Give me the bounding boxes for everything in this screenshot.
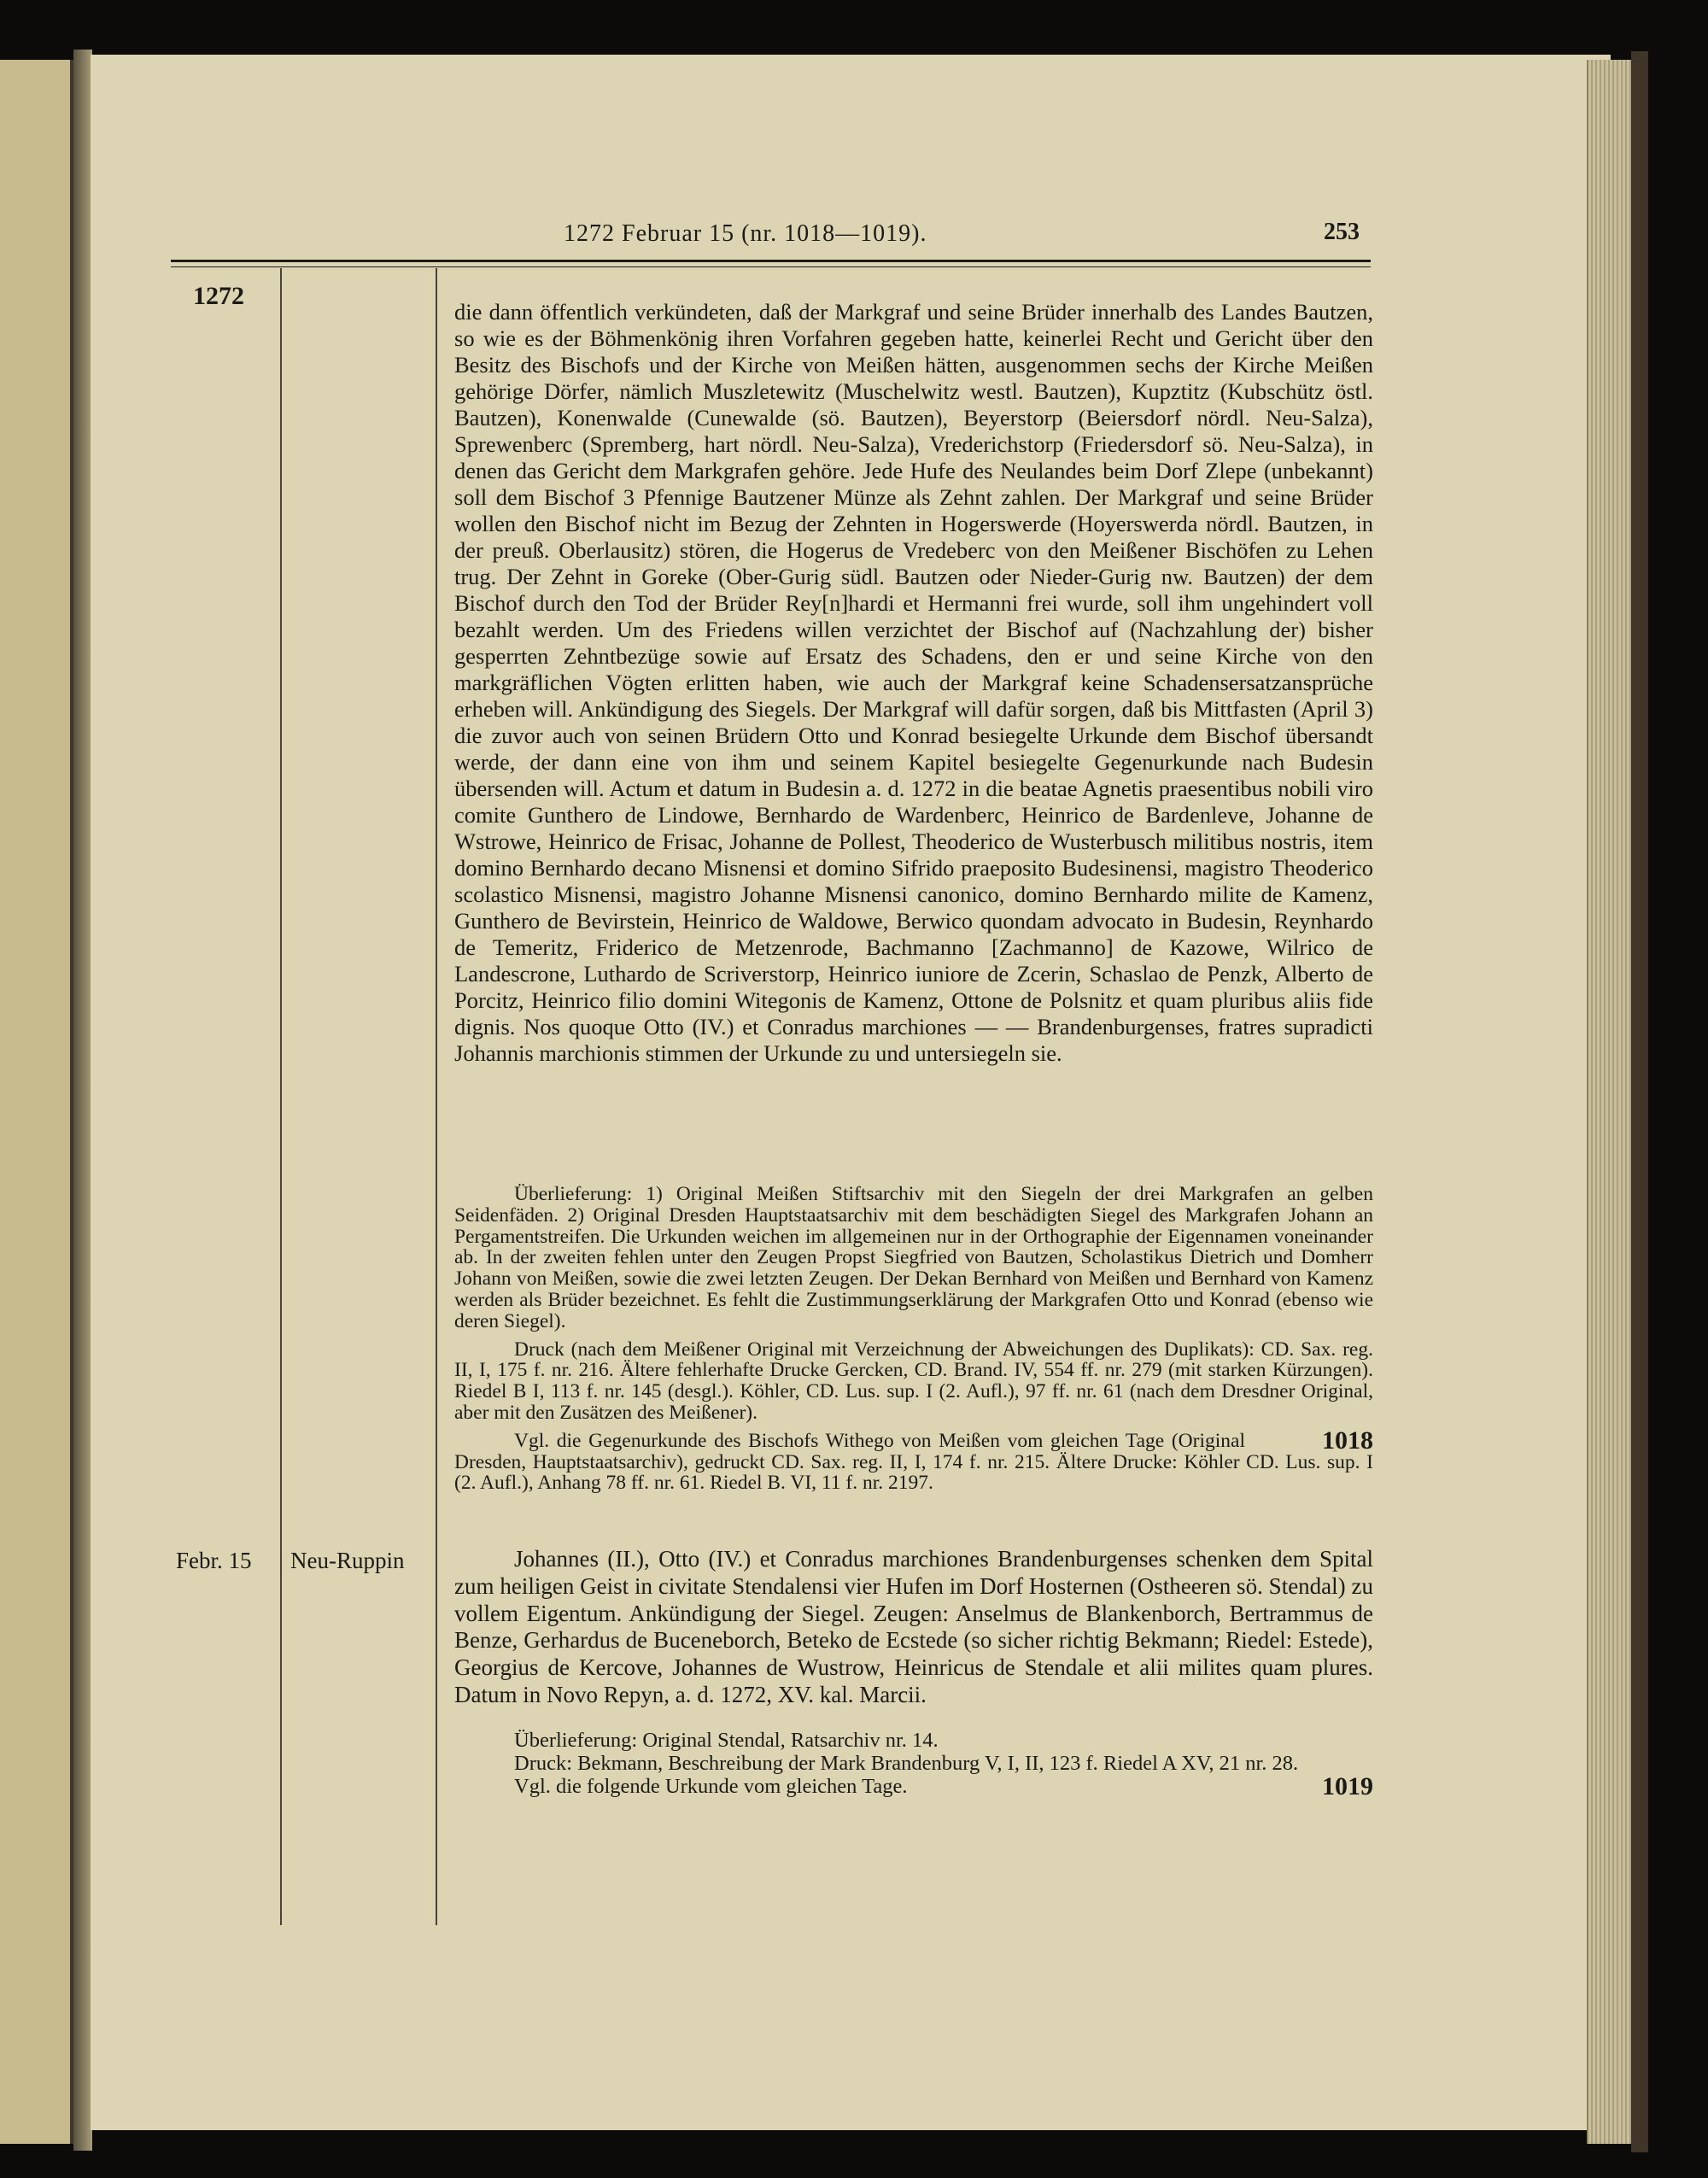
column-divider-date <box>280 268 282 1925</box>
column-divider-place <box>436 268 437 1925</box>
left-page-edge <box>0 60 73 2144</box>
note-druck: Druck: Bekmann, Beschreibung der Mark Brandenburg V, I, II, 123 f. Riedel A XV, 21 nr. 28. <box>514 1752 1299 1775</box>
entry-text-1019-body: Johannes (II.), Otto (IV.) et Conradus marchiones Brandenburgenses schenken dem Spital zum heiligen Geist in civitate Stendalensi vier Hufen im Dorf Hosternen (Ostheeren sö. Stendal) zu vollem Eigentum. Ankündigung der Siegel. Zeugen: Anselmus de Blankenborch, Bertrammus de Benze, Gerhardus de Buceneborch, Beteko de Ecstede (so sicher richtig Bekmann; Riedel: Estede), Georgius de Kercove, Johannes de Wustrow, Heinricus de Stendale et alii milites quam plures. Datum in Novo Repyn, a. d. 1272, XV. kal. Marcii. <box>454 1546 1373 1707</box>
document-number: 1018 <box>1322 1426 1373 1455</box>
note-vgl <box>454 1772 1373 1800</box>
header-rule-thin <box>171 266 1371 267</box>
note-ueberlieferung: Überlieferung: 1) Original Meißen Stiftsarchiv mit den Siegeln der drei Markgrafen an gelben Seidenfäden. 2) Original Dresden Hauptstaatsarchiv mit dem beschädigten Siegel des Markgrafen Johann an Pergamentstreifen. Die Urkunden weichen im allgemeinen nur in der Orthographie der Eigennamen voneinander ab. In der zweiten fehlen unter den Zeugen Propst Siegfried von Bautzen, Scholastikus Dietrich und Domherr Johann von Meißen, sowie die zwei letzten Zeugen. Der Dekan Bernhard von Meißen und Bernhard von Kamenz werden als Brüder bezeichnet. Es fehlt die Zustimmungserklärung der Markgrafen Otto und Konrad (ebenso wie deren Siegel). <box>454 1183 1373 1332</box>
book-binding <box>1631 51 1648 2152</box>
header-rule <box>171 260 1371 262</box>
note-vgl <box>454 1426 1373 1495</box>
note-druck: Druck (nach dem Meißener Original mit Verzeichnung der Abweichungen des Duplikats): CD. Sax. reg. II, I, 175 f. nr. 216. Ältere fehlerhafte Drucke Gercken, CD. Brand. IV, 554 ff. nr. 279 (mit starken Kürzungen). Riedel B I, 113 f. nr. 145 (desgl.). Köhler, CD. Lus. sup. I (2. Aufl.), 97 ff. nr. 61 (nach dem Dresdner Original, aber mit den Zusätzen des Meißener). <box>454 1338 1373 1424</box>
note-vgl-text: Vgl. die folgende Urkunde vom gleichen Tage. <box>514 1775 908 1798</box>
document-number: 1019 <box>1322 1772 1373 1800</box>
book-spine <box>73 50 92 2151</box>
entry-date: Febr. 15 <box>176 1548 252 1573</box>
page-number: 253 <box>1324 219 1360 245</box>
note-vgl-text: Vgl. die Gegenurkunde des Bischofs Withego von Meißen vom gleichen Tage (Original Dresden, Hauptstaatsarchiv), gedruckt CD. Sax. reg. II, I, 174 f. nr. 215. Ältere Drucke: Köhler CD. Lus. sup. I (2. Aufl.), Anhang 78 ff. nr. 61. Riedel B. VI, 11 f. nr. 2197. <box>454 1429 1373 1495</box>
entry-place: Neu-Ruppin <box>290 1548 405 1573</box>
note-ueberlieferung: Überlieferung: Original Stendal, Ratsarchiv nr. 14. <box>514 1729 939 1752</box>
entry-text-1019 <box>454 1546 1373 1709</box>
entry-text-1018: die dann öffentlich verkündeten, daß der Markgraf und seine Brüder innerhalb des Landes Bautzen, so wie es der Böhmenkönig ihren Vorfahren gegeben hatte, keinerlei Recht und Gericht über den Besitz des Bischofs und der Kirche von Meißen hätten, ausgenommen sechs der Kirche Meißen gehörige Dörfer, nämlich Muszletewitz (Muschelwitz westl. Bautzen), Kupztitz (Kubschütz östl. Bautzen), Konenwalde (Cunewalde (sö. Bautzen), Beyerstorp (Beiersdorf nördl. Neu-Salza), Sprewenberc (Spremberg, hart nördl. Neu-Salza), Vrederichstorp (Friedersdorf sö. Neu-Salza), in denen das Gericht dem Markgrafen gehöre. Jede Hufe des Neulandes beim Dorf Zlepe (unbekannt) soll dem Bischof 3 Pfennige Bautzener Münze als Zehnt zahlen. Der Markgraf und seine Brüder wollen den Bischof nicht im Bezug der Zehnten in Hogerswerde (Hoyerswerda nördl. Bautzen, in der preuß. Oberlausitz) stören, die Hogerus de Vredeberc von den Meißener Bischöfen zu Lehen trug. Der Zehnt in Goreke (Ober-Gurig südl. Bautzen oder Nieder-Gurig nw. Bautzen) der dem Bischof durch den Tod der Brüder Rey[n]hardi et Hermanni frei wurde, soll ihm ungehindert voll bezahlt werden. Um des Friedens willen verzichtet der Bischof auf (Nachzahlung der) bisher gesperrten Zehntbezüge sowie auf Ersatz des Schadens, den er und seine Kirche von den markgräflichen Vögten erlitten haben, wie auch der Markgraf keine Schadensersatzansprüche erheben will. Ankündigung des Siegels. Der Markgraf will dafür sorgen, daß bis Mittfasten (April 3) die zuvor auch von seinen Brüdern Otto und Konrad besiegelte Urkunde dem Bischof übersandt werde, der dann eine von ihm und seinem Kapitel besiegelte Gegenurkunde nach Budesin übersenden will. Actum et datum in Budesin a. d. 1272 in die beatae Agnetis praesentibus nobili viro comite Gunthero de Lindowe, Bernhardo de Wardenberc, Heinrico de Bardenleve, Johanne de Wstrowe, Heinrico de Frisac, Johanne de Pollest, Theoderico de Wusterbusch militibus nostris, item domino Bernhardo decano Misnensi et domino Sifrido praeposito Budesinensi, magistro Theoderico scolastico Misnensi, magistro Johanne Misnensi canonico, domino Bernhardo milite de Kamenz, Gunthero de Bevirstein, Heinrico de Waldowe, Berwico quondam advocato in Budesin, Reynhardo de Temeritz, Friderico de Metzenrode, Bachmanno [Zachmanno] de Kazowe, Wilrico de Landescrone, Luthardo de Scriverstorp, Heinrico iuniore de Zcerin, Schaslao de Penzk, Alberto de Porcitz, Heinrico filio domini Witegonis de Kamenz, Ottone de Polsnitz et quam pluribus aliis fide dignis. Nos quoque Otto (IV.) et Conradus marchiones — — Brandenburgenses, fratres supradicti Johannis marchionis stimmen der Urkunde zu und untersiegeln sie. <box>454 299 1373 1066</box>
entry-notes-1018 <box>454 1184 1373 1494</box>
page-stack-edge <box>1587 60 1633 2144</box>
entry-notes-1019 <box>454 1729 1373 1798</box>
running-header: 1272 Februar 15 (nr. 1018—1019). <box>564 220 927 247</box>
entry-year: 1272 <box>193 282 244 310</box>
